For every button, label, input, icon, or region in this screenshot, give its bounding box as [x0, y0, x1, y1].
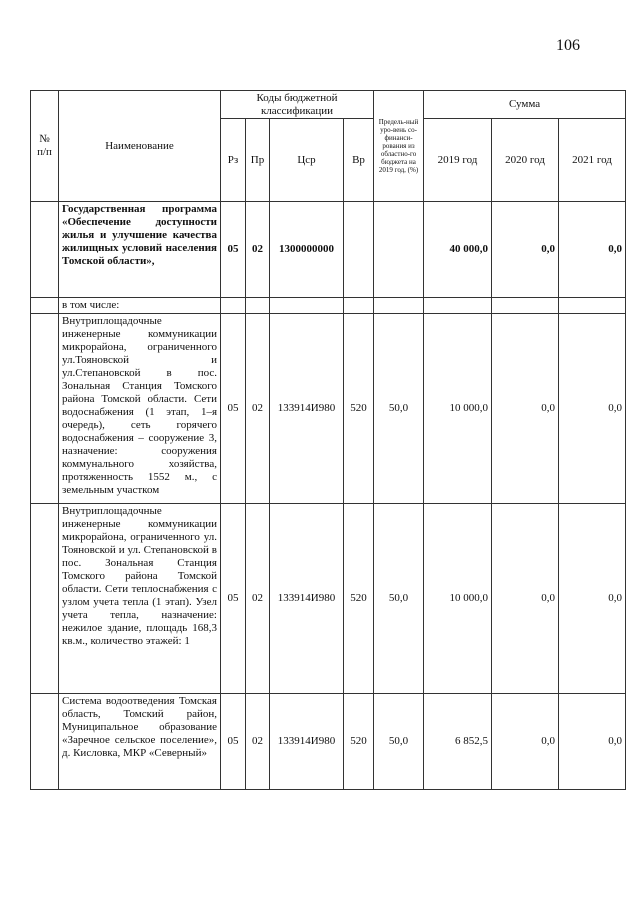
row-csr: 1300000000: [270, 202, 344, 298]
row-rz: 05: [221, 202, 246, 298]
header-2019: 2019 год: [424, 119, 492, 202]
row-limit: 50,0: [374, 504, 424, 694]
table-row: [31, 298, 626, 314]
row-2021: [559, 298, 626, 314]
row-2019: 10 000,0: [424, 314, 492, 504]
row-2020: 0,0: [492, 314, 559, 504]
table-row: [31, 202, 626, 298]
row-num: [31, 504, 59, 694]
row-rz: 05: [221, 694, 246, 790]
row-limit: [374, 202, 424, 298]
header-csr: Цср: [270, 119, 344, 202]
row-vr: 520: [344, 504, 374, 694]
row-name: Внутриплощадочные инженерные коммуникации микрорайона, ограниченного ул.Тояновской и ул.Степановской в пос. Зональная Станция Томского района Томской области. Сети водоснабжения (1 этап, 1–я очередь), сеть горячего водоснабжения – сооружение 3, назначение: сооружения коммунального хозяйства, протяженность 1552 м., с земельным участком: [59, 314, 221, 504]
row-2021: 0,0: [559, 202, 626, 298]
row-csr: 133914И980: [270, 694, 344, 790]
row-pr: 02: [246, 504, 270, 694]
table-row: [31, 504, 626, 694]
row-pr: 02: [246, 202, 270, 298]
row-2019: [424, 298, 492, 314]
header-name: Наименование: [59, 91, 221, 202]
table-row: [31, 314, 626, 504]
row-2019: 40 000,0: [424, 202, 492, 298]
row-2020: [492, 298, 559, 314]
row-csr: 133914И980: [270, 504, 344, 694]
table-row: [31, 694, 626, 790]
row-vr: [344, 298, 374, 314]
header-pr: Пр: [246, 119, 270, 202]
row-pr: [246, 298, 270, 314]
header-codes: Коды бюджетной классификации: [221, 91, 374, 119]
row-2021: 0,0: [559, 504, 626, 694]
header-rz: Рз: [221, 119, 246, 202]
row-name: в том числе:: [59, 298, 221, 314]
row-limit: 50,0: [374, 314, 424, 504]
row-2019: 10 000,0: [424, 504, 492, 694]
row-csr: [270, 298, 344, 314]
row-2019: 6 852,5: [424, 694, 492, 790]
row-num: [31, 314, 59, 504]
header-sum: Сумма: [424, 91, 626, 119]
row-rz: [221, 298, 246, 314]
row-name: Система водоотведения Томская область, Томский район, Муниципальное образование «Заречное сельское поселение», д. Кисловка, МКР «Северный»: [59, 694, 221, 790]
row-rz: 05: [221, 314, 246, 504]
row-rz: 05: [221, 504, 246, 694]
row-num: [31, 202, 59, 298]
header-2021: 2021 год: [559, 119, 626, 202]
row-vr: [344, 202, 374, 298]
row-name: Внутриплощадочные инженерные коммуникации микрорайона, ограниченного ул. Тояновской и ул. Степановской в пос. Зональная Станция Томского района Томской области. Сети теплоснабжения с узлом учета тепла (1 этап). Узел учета тепла, назначение: нежилое здание, площадь 168,3 кв.м., количество этажей: 1: [59, 504, 221, 694]
row-vr: 520: [344, 694, 374, 790]
header-2020: 2020 год: [492, 119, 559, 202]
row-num: [31, 694, 59, 790]
header-num: № п/п: [31, 91, 59, 202]
row-limit: [374, 298, 424, 314]
row-2021: 0,0: [559, 694, 626, 790]
page-number: 106: [556, 37, 580, 54]
budget-table: [30, 90, 626, 790]
row-2021: 0,0: [559, 314, 626, 504]
row-num: [31, 298, 59, 314]
row-vr: 520: [344, 314, 374, 504]
header-limit: Предель-ный уро-вень со-финанси-рования из областно-го бюджета на 2019 год, (%): [374, 91, 424, 202]
row-csr: 133914И980: [270, 314, 344, 504]
row-pr: 02: [246, 694, 270, 790]
header-vr: Вр: [344, 119, 374, 202]
row-2020: 0,0: [492, 202, 559, 298]
row-name: Государственная программа «Обеспечение доступности жилья и улучшение качества жилищных условий населения Томской области»,: [59, 202, 221, 298]
row-pr: 02: [246, 314, 270, 504]
row-2020: 0,0: [492, 504, 559, 694]
row-limit: 50,0: [374, 694, 424, 790]
row-2020: 0,0: [492, 694, 559, 790]
